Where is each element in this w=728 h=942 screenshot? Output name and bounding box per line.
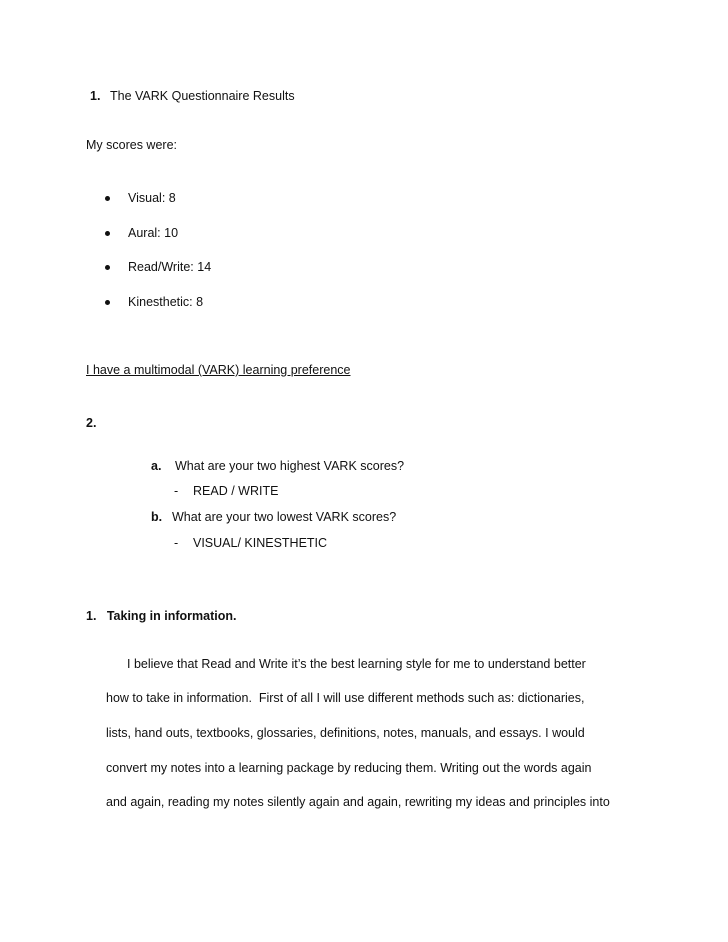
- taking-info-heading: 1. Taking in information.: [86, 609, 237, 623]
- paragraph-line: lists, hand outs, textbooks, glossaries, definitions, notes, manuals, and essays. I would: [106, 726, 585, 740]
- paragraph-line: and again, reading my notes silently again and again, rewriting my ideas and principles into: [106, 795, 610, 809]
- question-letter: a.: [151, 459, 162, 473]
- learning-preference: I have a multimodal (VARK) learning preference: [86, 363, 351, 377]
- question-text: What are your two lowest VARK scores?: [172, 510, 397, 524]
- score-text: Kinesthetic: 8: [128, 295, 204, 309]
- score-text: Read/Write: 14: [128, 260, 212, 274]
- answer-text: READ / WRITE: [193, 484, 279, 498]
- section2-number: 2.: [86, 416, 97, 430]
- question-text: What are your two highest VARK scores?: [175, 459, 405, 473]
- question-letter: b.: [151, 510, 163, 524]
- score-text: Visual: 8: [128, 191, 176, 205]
- section1-number: 1.: [90, 89, 101, 103]
- scores-intro: My scores were:: [86, 138, 177, 152]
- paragraph-line: how to take in information. First of all I will use different methods such as: dictionaries,: [106, 691, 585, 705]
- section1-title: The VARK Questionnaire Results: [110, 89, 295, 103]
- bullet-dot-icon: [105, 231, 110, 236]
- bullet-dot-icon: [105, 196, 110, 201]
- paragraph-line: convert my notes into a learning package by reducing them. Writing out the words again: [106, 761, 592, 775]
- bullet-dot-icon: [105, 265, 110, 270]
- answer-dash: -: [174, 536, 179, 550]
- score-text: Aural: 10: [128, 226, 179, 240]
- answer-dash: -: [174, 484, 179, 498]
- answer-text: VISUAL/ KINESTHETIC: [193, 536, 328, 550]
- bullet-dot-icon: [105, 300, 110, 305]
- paragraph-line: I believe that Read and Write it’s the best learning style for me to understand better: [127, 657, 586, 671]
